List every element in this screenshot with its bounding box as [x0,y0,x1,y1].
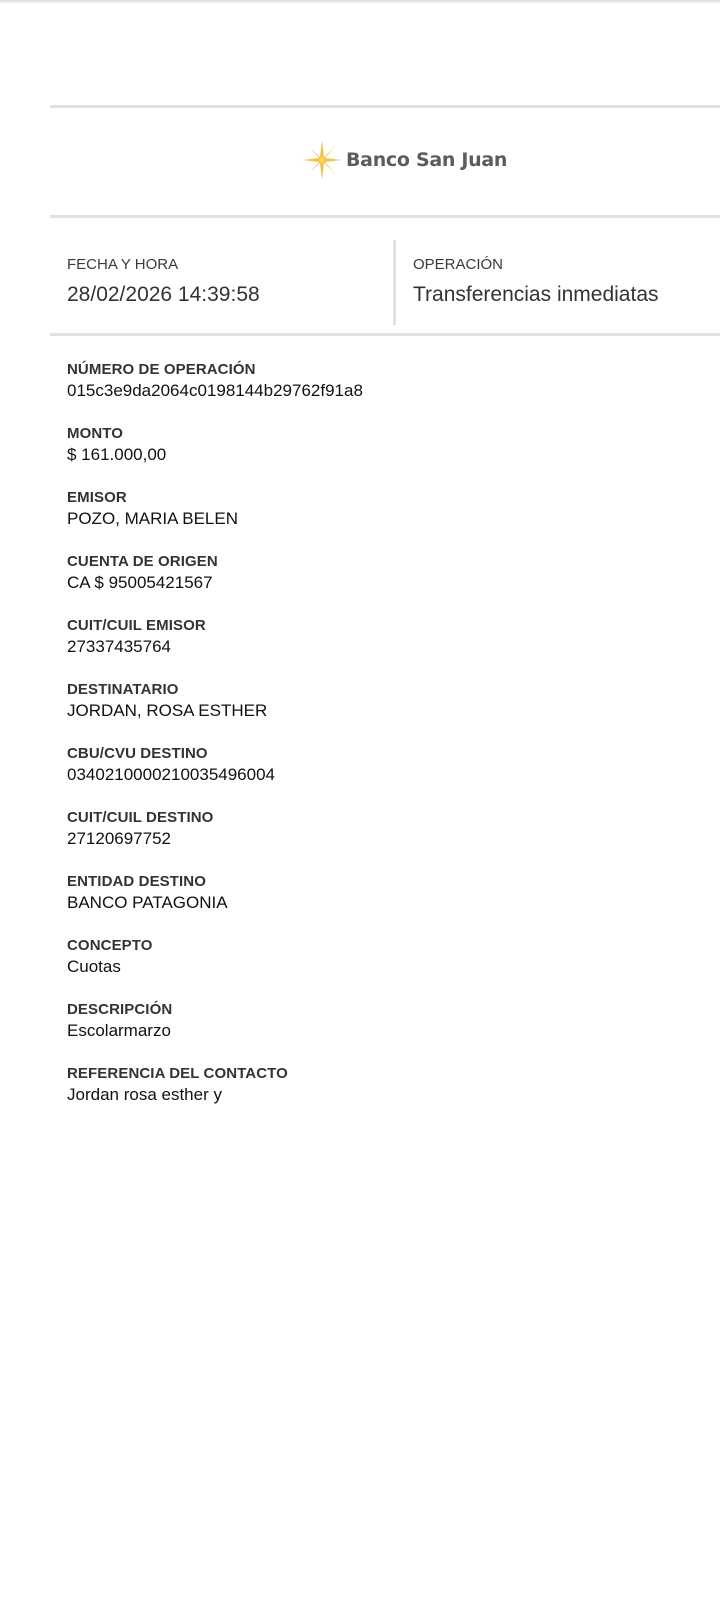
field-label: CBU/CVU DESTINO [67,745,208,762]
datetime-value: 28/02/2026 14:39:58 [67,283,260,306]
field-label: NÚMERO DE OPERACIÓN [67,361,256,378]
field-value: 0340210000210035496004 [67,765,276,784]
datetime-cell [67,256,260,308]
field-label: REFERENCIA DEL CONTACTO [67,1065,288,1082]
field-value: 015c3e9da2064c0198144b29762f91a8 [67,381,363,400]
field-contact-reference [67,1064,363,1128]
field-value: CA $ 95005421567 [67,573,213,592]
field-operation-number [67,360,363,424]
top-shadow [0,0,720,4]
field-recipient [67,680,363,744]
field-value: Escolarmarzo [67,1021,171,1040]
operation-value: Transferencias inmediatas [413,283,659,306]
field-value: BANCO PATAGONIA [67,893,228,912]
field-destination-cbu [67,744,363,808]
divider-header [50,215,720,218]
field-amount [67,424,363,488]
star-icon [302,140,342,180]
field-sender-cuit [67,616,363,680]
field-label: MONTO [67,425,124,442]
field-value: JORDAN, ROSA ESTHER [67,701,268,720]
datetime-label: FECHA Y HORA [67,256,179,273]
operation-label: OPERACIÓN [413,256,504,273]
divider-details [50,333,720,336]
field-value: Jordan rosa esther y [67,1085,222,1104]
field-destination-bank [67,872,363,936]
field-value: $ 161.000,00 [67,445,167,464]
field-description [67,1000,363,1064]
field-concept [67,936,363,1000]
field-label: CUENTA DE ORIGEN [67,553,218,570]
field-value: 27120697752 [67,829,172,848]
divider-top [50,105,720,108]
bank-logo [302,140,507,180]
field-value: POZO, MARIA BELEN [67,509,238,528]
bank-name: Banco San Juan [346,149,508,171]
field-label: CUIT/CUIL DESTINO [67,809,214,826]
field-source-account [67,552,363,616]
field-sender [67,488,363,552]
field-destination-cuit [67,808,363,872]
field-label: DESCRIPCIÓN [67,1001,173,1018]
field-value: Cuotas [67,957,121,976]
operation-cell [413,256,659,308]
details-list [67,360,363,1128]
field-label: EMISOR [67,489,127,506]
field-label: CONCEPTO [67,937,153,954]
field-label: CUIT/CUIL EMISOR [67,617,206,634]
header-vertical-divider [393,240,396,325]
field-label: ENTIDAD DESTINO [67,873,207,890]
field-label: DESTINATARIO [67,681,179,698]
field-value: 27337435764 [67,637,172,656]
